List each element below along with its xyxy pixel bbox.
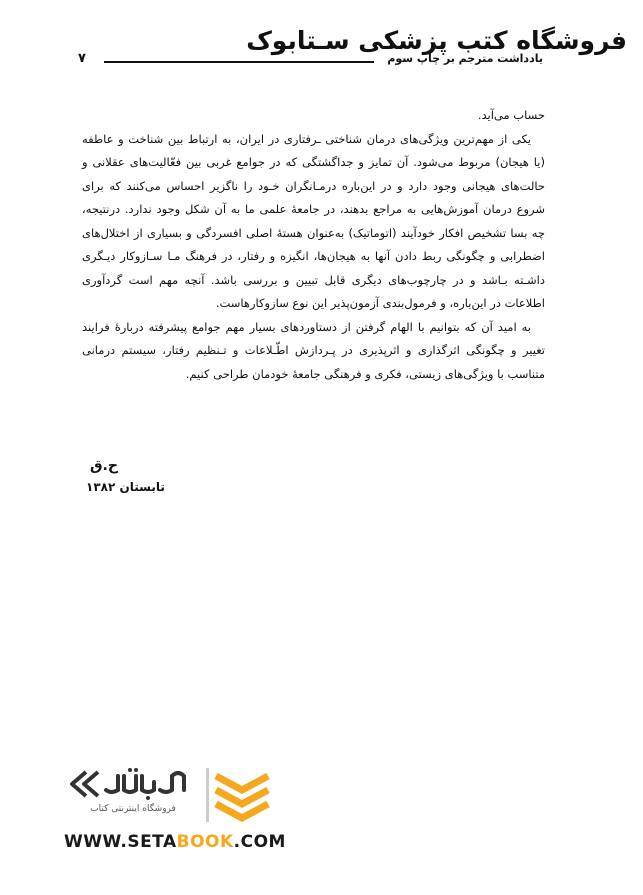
- paragraph: به امید آن که بتوانیم با الهام گرفتن از دستاوردهای بسیار مهم جوامع پیشرفته دربارهٔ فرایند تغییر و چگونگی اثرگذاری و اثرپذیری در پـردازش اطّـلاعات و تـنظیم رفتار، سیستم درمانی متناسب با ویژگی‌های زیستی، فکری و فرهنگی جامعهٔ خودمان طراحی کنیم.: [82, 319, 545, 381]
- body-text: [82, 104, 545, 386]
- signature: [86, 455, 206, 497]
- url-accent: BOOK: [176, 832, 234, 852]
- book-chevron-icon: [206, 768, 274, 822]
- logo-wordmark-icon: [66, 764, 196, 804]
- translator-initials: ح.ق: [90, 458, 118, 474]
- paragraph: یکی از مهم‌ترین ویژگی‌های درمان شناختی ـرفتاری در ایران، به ارتباط بین شناخت و عاطفه (یا هیجان) مربوط می‌شود. آن تمایز و جداگشتگی که در جوامع غربی بین فعّالیت‌های عقلانی و حالت‌های هیجانی وجود دارد و در این‌باره درمـانگران خـود را ناگزیر احساس می‌کنند که برای شروع درمان آموزش‌هایی به مراجع بدهند، در جامعهٔ علمی ما به آن شکل وجود ندارد. درنتیجه، چه بسا تشخیص افکار خودآیند (اتوماتیک) به‌عنوان هستهٔ اصلی افسردگی و بسیاری از اختلال‌های اضطرابی و چگونگی ربط دادن آنها به هیجان‌ها، انگیزه و رفتار، در فرهنگ مـا سـازوکار دیـگری داشـته بـاشد و در چارچوب‌های دیگری قابل تبیین و بررسی باشد. آنچه مهم است گردآوری اطلاعات در این‌باره، و فرمول‌بندی آزمون‌پذیر این نوع سازوکارهاست.: [82, 131, 545, 310]
- site-url: [64, 832, 286, 852]
- running-title: یادداشت مترجم بر چاپ سوم: [387, 52, 543, 65]
- signature-date: تابستان ۱۳۸۲: [86, 480, 165, 494]
- setabook-logo: [66, 764, 276, 824]
- store-title: فروشگاه کتب پزشکی سـتابوک: [246, 26, 627, 55]
- page-number: ۷: [78, 51, 86, 66]
- running-head: [78, 50, 543, 70]
- url-suffix: .COM: [233, 832, 286, 852]
- logo-tagline: فروشگاه اینترنتی کتاب: [90, 804, 176, 814]
- header-rule: [104, 61, 374, 63]
- url-prefix: WWW.SETA: [64, 832, 177, 852]
- paragraph-continuation: حساب می‌آید.: [477, 108, 545, 122]
